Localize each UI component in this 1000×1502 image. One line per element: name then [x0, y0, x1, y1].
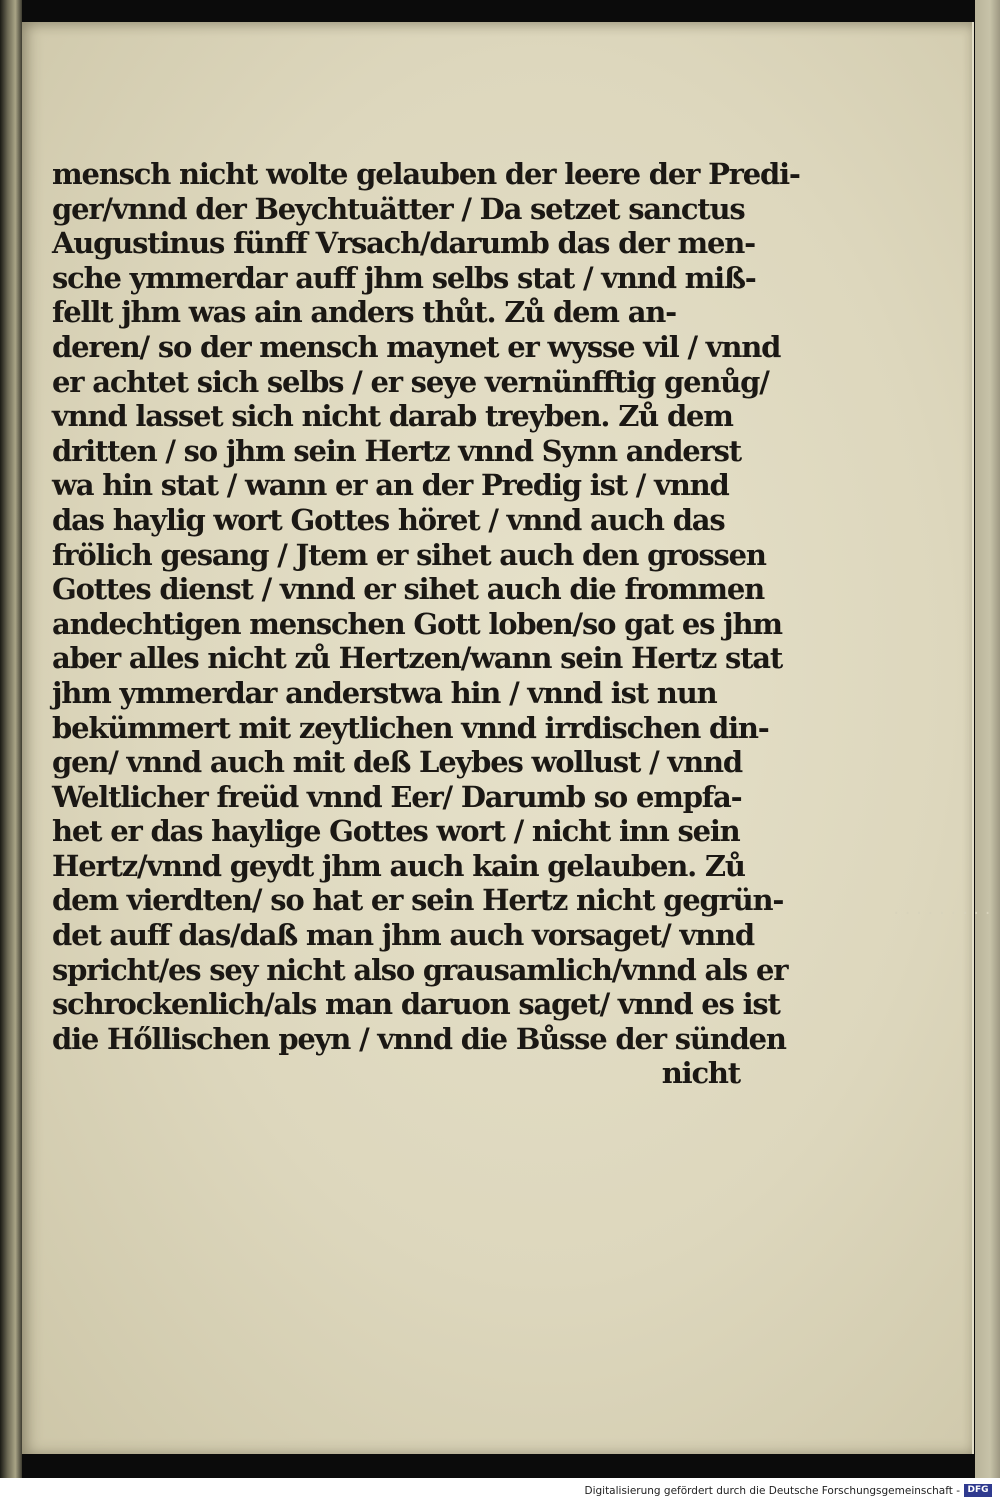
- book-page: [22, 22, 974, 1454]
- text-line: schrockenlich/als man daruon saget/ vnnd es ist: [52, 987, 780, 1022]
- text-line: jhm ymmerdar anderstwa hin / vnnd ist nun: [52, 675, 717, 710]
- catchword: nicht: [661, 1056, 740, 1091]
- text-line: andechtigen menschen Gott loben/so gat es jhm: [52, 606, 782, 641]
- book-spine-edge: [0, 0, 22, 1478]
- text-line: das haylig wort Gottes höret / vnnd auch das: [52, 502, 725, 537]
- text-line: er achtet sich selbs / er seye vernünfftig genůg/: [52, 364, 769, 399]
- text-line: aber alles nicht zů Hertzen/wann sein Hertz stat: [52, 641, 783, 676]
- page-edge-dots: ·········: [892, 909, 995, 919]
- text-line: mensch nicht wolte gelauben der leere der Predi-: [52, 157, 800, 191]
- text-line: gen/ vnnd auch mit deß Leybes wollust / vnnd: [52, 745, 742, 780]
- funding-credit: Digitalisierung gefördert durch die Deutsche Forschungsgemeinschaft -: [584, 1485, 960, 1497]
- text-line: sche ymmerdar auff jhm selbs stat / vnnd miß-: [52, 260, 756, 295]
- page-stack-edge: [975, 0, 1000, 1478]
- text-line: fellt jhm was ain anders thůt. Zů dem an-: [52, 295, 677, 330]
- text-line: ger/vnnd der Beychtuätter / Da setzet sanctus: [52, 191, 745, 226]
- text-line: wa hin stat / wann er an der Predig ist / vnnd: [52, 468, 729, 503]
- text-line: frölich gesang / Jtem er sihet auch den grossen: [52, 537, 766, 572]
- text-line: Gottes dienst / vnnd er sihet auch die frommen: [52, 572, 765, 607]
- text-line: bekümmert mit zeytlichen vnnd irrdischen din-: [52, 710, 769, 745]
- text-line: Augustinus fünff Vrsach/darumb das der men-: [52, 226, 755, 261]
- text-line: Hertz/vnnd geydt jhm auch kain gelauben. Zů: [52, 848, 745, 883]
- dfg-logo: DFG: [964, 1484, 992, 1497]
- text-line: deren/ so der mensch maynet er wysse vil / vnnd: [52, 329, 781, 364]
- text-line: dem vierdten/ so hat er sein Hertz nicht gegrün-: [52, 883, 784, 918]
- text-line: die Hőllischen peyn / vnnd die Bůsse der sünden: [52, 1021, 786, 1056]
- text-line: Weltlicher freüd vnnd Eer/ Darumb so empfa-: [52, 779, 742, 814]
- text-line: vnnd lasset sich nicht darab treyben. Zů dem: [52, 399, 733, 434]
- text-line: dritten / so jhm sein Hertz vnnd Synn anderst: [52, 433, 741, 468]
- text-line: det auff das/daß man jhm auch vorsaget/ vnnd: [52, 918, 754, 953]
- text-line: spricht/es sey nicht also grausamlich/vnnd als er: [52, 952, 788, 987]
- digitization-footer: [0, 1478, 1000, 1502]
- page-text: [52, 157, 800, 1091]
- text-line: het er das haylige Gottes wort / nicht inn sein: [52, 814, 740, 849]
